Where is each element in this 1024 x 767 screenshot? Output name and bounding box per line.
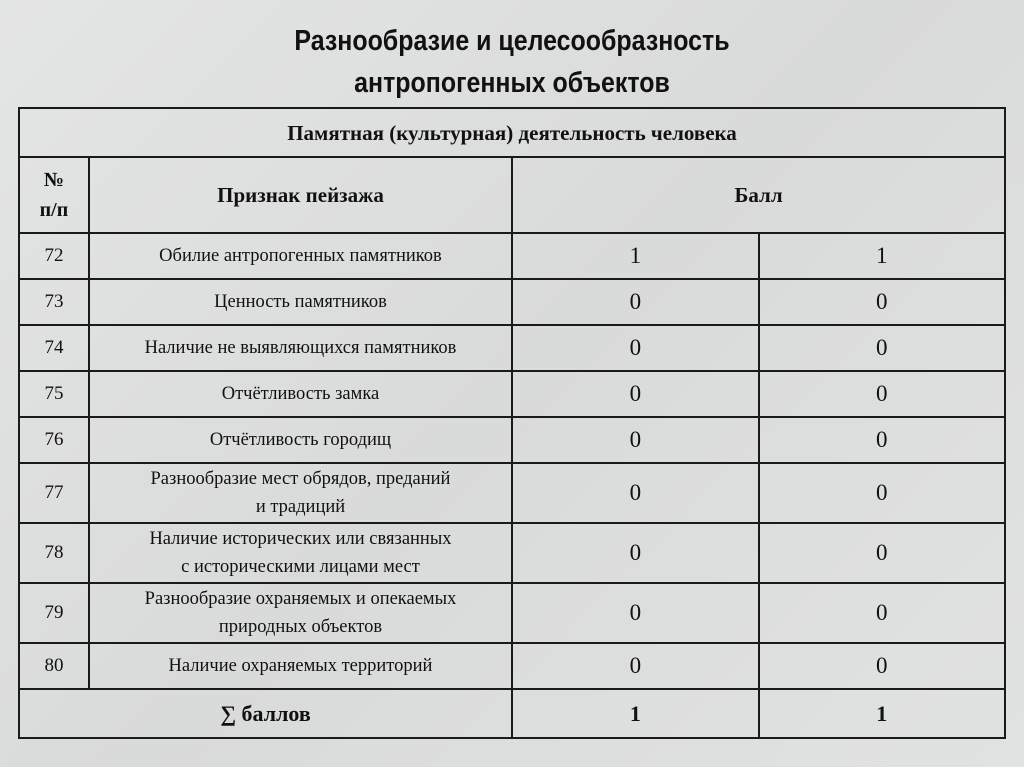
criterion-line: природных объектов [218, 617, 383, 637]
row-number: 80 [19, 643, 89, 689]
criterion-line: с историческими лицами мест [181, 557, 420, 577]
table-row [19, 643, 1005, 689]
row-criterion [89, 463, 512, 523]
criterion-line: Наличие исторических или связанных [149, 529, 452, 549]
header-number [19, 157, 89, 233]
row-score-1: 0 [512, 279, 758, 325]
row-number: 78 [19, 523, 89, 583]
row-score-1: 0 [512, 643, 758, 689]
row-score-1: 1 [512, 233, 758, 279]
row-criterion [89, 279, 512, 325]
row-criterion [89, 233, 512, 279]
table-row [19, 417, 1005, 463]
row-number: 74 [19, 325, 89, 371]
table-row [19, 463, 1005, 523]
row-criterion [89, 371, 512, 417]
table-row [19, 523, 1005, 583]
criterion-line: Ценность памятников [214, 292, 387, 312]
row-score-1: 0 [512, 463, 758, 523]
row-number: 79 [19, 583, 89, 643]
header-score: Балл [512, 157, 1005, 233]
row-score-2: 1 [759, 233, 1005, 279]
table-row [19, 325, 1005, 371]
row-score-2: 0 [759, 371, 1005, 417]
table-row [19, 583, 1005, 643]
total-score-1: 1 [512, 689, 758, 738]
row-criterion [89, 523, 512, 583]
row-score-1: 0 [512, 583, 758, 643]
slide-title [72, 20, 953, 104]
criterion-line: Наличие не выявляющихся памятников [144, 338, 457, 358]
criterion-line: Отчётливость замка [221, 384, 380, 404]
title-line-1: Разнообразие и целесообразность [294, 25, 730, 57]
header-number-symbol: № [43, 169, 64, 191]
row-criterion [89, 325, 512, 371]
criterion-line: Разнообразие охраняемых и опекаемых [144, 589, 457, 609]
row-score-2: 0 [759, 279, 1005, 325]
total-row [19, 689, 1005, 738]
row-score-1: 0 [512, 325, 758, 371]
row-score-2: 0 [759, 325, 1005, 371]
header-number-abbrev: п/п [39, 199, 69, 221]
title-line-2: антропогенных объектов [354, 67, 670, 99]
column-header-row [19, 157, 1005, 233]
row-criterion [89, 417, 512, 463]
criterion-line: и традиций [255, 497, 346, 517]
row-score-2: 0 [759, 523, 1005, 583]
criterion-line: Отчётливость городищ [209, 430, 392, 450]
table-row [19, 233, 1005, 279]
table-row [19, 279, 1005, 325]
row-score-1: 0 [512, 371, 758, 417]
table-row [19, 371, 1005, 417]
row-number: 72 [19, 233, 89, 279]
criterion-line: Наличие охраняемых территорий [168, 656, 433, 676]
row-number: 73 [19, 279, 89, 325]
row-score-1: 0 [512, 523, 758, 583]
row-score-2: 0 [759, 583, 1005, 643]
row-score-1: 0 [512, 417, 758, 463]
row-number: 77 [19, 463, 89, 523]
assessment-table [18, 107, 1006, 739]
total-score-2: 1 [759, 689, 1005, 738]
row-score-2: 0 [759, 417, 1005, 463]
row-criterion [89, 583, 512, 643]
criterion-line: Разнообразие мест обрядов, преданий [150, 469, 451, 489]
row-score-2: 0 [759, 463, 1005, 523]
row-score-2: 0 [759, 643, 1005, 689]
total-label: ∑ баллов [19, 689, 512, 738]
row-number: 75 [19, 371, 89, 417]
row-criterion [89, 643, 512, 689]
criterion-line: Обилие антропогенных памятников [159, 246, 442, 266]
row-number: 76 [19, 417, 89, 463]
section-header-row [19, 108, 1005, 157]
section-header: Памятная (культурная) деятельность человека [19, 108, 1005, 157]
header-criterion: Признак пейзажа [89, 157, 512, 233]
